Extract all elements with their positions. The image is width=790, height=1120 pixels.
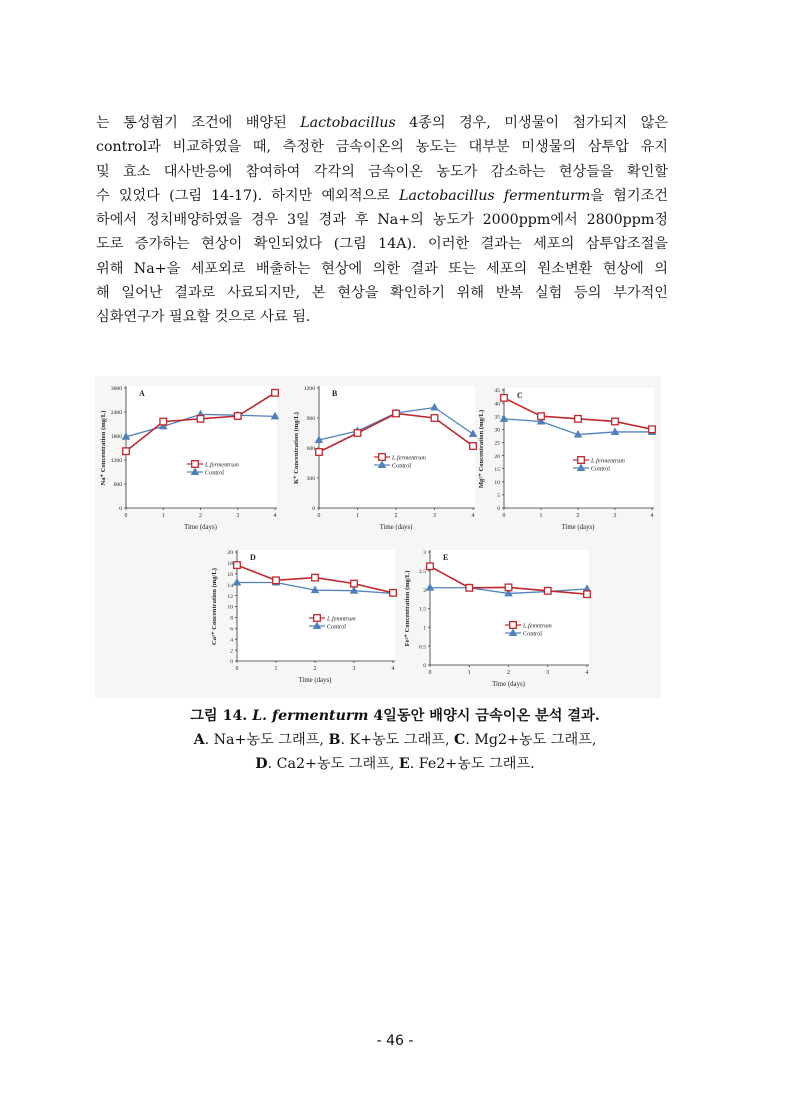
y-tick-label: 15 bbox=[494, 466, 500, 473]
figure-caption-title: 그림 14. L. fermenturm 4일동안 배양시 금속이온 분석 결과. bbox=[190, 708, 600, 724]
x-tick-label: 3 bbox=[433, 513, 436, 519]
data-point bbox=[390, 590, 397, 597]
plot-area bbox=[319, 386, 475, 508]
y-axis-label: Fe²⁺ Concentration (mg/L) bbox=[404, 570, 411, 647]
y-tick-label: 1.5 bbox=[419, 606, 426, 613]
y-tick-label: 2400 bbox=[110, 410, 122, 417]
legend-label: Control bbox=[205, 469, 224, 477]
y-tick-label: 0 bbox=[312, 506, 315, 513]
data-point bbox=[575, 416, 582, 423]
y-tick-label: 0 bbox=[423, 663, 426, 670]
data-point bbox=[312, 574, 319, 581]
legend-label: Control bbox=[392, 462, 411, 470]
x-tick-label: 0 bbox=[428, 670, 432, 676]
y-tick-label: 4 bbox=[230, 637, 233, 644]
x-axis-label: Time (days) bbox=[184, 524, 217, 531]
plot-area bbox=[237, 550, 395, 661]
x-axis-label: Time (days) bbox=[561, 524, 595, 531]
paragraph-line: 하에서 정치배양하였을 경우 3일 경과 후 Na+의 농도가 2000ppm에서 2800ppm정 bbox=[96, 212, 668, 229]
y-tick-label: 30 bbox=[494, 427, 500, 434]
x-tick-label: 3 bbox=[236, 513, 240, 519]
legend-label: L.fermentrum bbox=[591, 457, 625, 465]
y-tick-label: 1200 bbox=[110, 458, 122, 465]
data-point bbox=[123, 448, 130, 455]
legend-label: Control bbox=[591, 465, 610, 473]
y-tick-label: 40 bbox=[494, 401, 500, 408]
data-point bbox=[351, 580, 358, 587]
chart-panel-a bbox=[100, 386, 279, 531]
panel-letter: C bbox=[517, 391, 523, 400]
data-point bbox=[470, 443, 477, 450]
y-tick-label: 2 bbox=[423, 587, 426, 594]
y-tick-label: 900 bbox=[306, 416, 315, 423]
panel-letter: E bbox=[443, 553, 449, 562]
data-point bbox=[612, 418, 619, 425]
y-tick-label: 20 bbox=[494, 453, 500, 460]
legend-label: L.fermentrum bbox=[205, 461, 239, 469]
x-tick-label: 2 bbox=[507, 670, 510, 676]
paragraph-line: 위해 Na+을 세포외로 배출하는 현상에 의한 결과 또는 세포의 원소변환 현상에 의 bbox=[96, 260, 668, 277]
paragraph-line: control과 비교하였을 때, 측정한 금속이온의 농도는 대부분 미생물의 삼투압 유지 bbox=[96, 139, 668, 156]
y-tick-label: 20 bbox=[227, 550, 233, 557]
data-point bbox=[197, 416, 204, 423]
y-tick-label: 14 bbox=[227, 582, 233, 589]
figure-caption-line-2: A. Na+농도 그래프, B. K+농도 그래프, C. Mg2+농도 그래프, bbox=[193, 732, 597, 748]
x-tick-label: 3 bbox=[352, 666, 356, 672]
paragraph-line: 는 통성혐기 조건에 배양된 Lactobacillus 4종의 경우, 미생물이 첨가되지 않은 bbox=[96, 115, 668, 131]
x-tick-label: 4 bbox=[585, 670, 589, 676]
x-tick-label: 0 bbox=[502, 513, 506, 519]
legend-label: Control bbox=[523, 630, 542, 638]
x-tick-label: 0 bbox=[124, 513, 128, 519]
y-tick-label: 45 bbox=[494, 388, 500, 395]
data-point bbox=[649, 426, 656, 433]
data-point bbox=[316, 449, 323, 456]
legend-marker bbox=[510, 622, 517, 629]
y-tick-label: 35 bbox=[494, 414, 500, 421]
paragraph-line: 해 일어난 결과로 사료되지만, 본 현상을 확인하기 위해 반복 실험 등의 부가적인 bbox=[96, 285, 668, 302]
x-tick-label: 3 bbox=[613, 513, 617, 519]
x-tick-label: 1 bbox=[467, 670, 471, 676]
data-point bbox=[272, 390, 279, 397]
x-axis-label: Time (days) bbox=[379, 524, 413, 531]
y-tick-label: 5 bbox=[497, 493, 500, 500]
legend-marker bbox=[192, 461, 199, 468]
figure-caption-line-3: D. Ca2+농도 그래프, E. Fe2+농도 그래프. bbox=[255, 756, 535, 772]
data-point bbox=[160, 418, 167, 425]
x-tick-label: 1 bbox=[539, 513, 543, 519]
y-tick-label: 6 bbox=[230, 626, 233, 633]
data-point bbox=[234, 413, 241, 420]
plot-area bbox=[126, 386, 277, 508]
data-point bbox=[466, 584, 473, 591]
y-tick-label: 2.5 bbox=[419, 569, 426, 576]
y-axis-label: Na⁺ Concentration (mg/L) bbox=[100, 410, 107, 486]
x-tick-label: 2 bbox=[394, 513, 398, 519]
legend-label: Control bbox=[327, 623, 346, 631]
chart-panel-d bbox=[211, 550, 397, 684]
chart-panel-c bbox=[478, 388, 656, 531]
x-tick-label: 4 bbox=[650, 513, 654, 519]
data-point bbox=[427, 563, 434, 570]
legend-marker bbox=[578, 457, 585, 464]
chart-panel-b bbox=[293, 386, 477, 531]
panel-letter: A bbox=[139, 389, 145, 398]
y-tick-label: 1 bbox=[423, 625, 426, 632]
y-axis-label: Mg²⁺ Concentration (mg/L) bbox=[478, 409, 485, 489]
y-axis-label: K⁺ Concentration (mg/L) bbox=[293, 412, 300, 484]
legend-marker bbox=[314, 615, 321, 622]
y-tick-label: 16 bbox=[227, 572, 233, 578]
y-tick-label: 12 bbox=[227, 593, 233, 600]
y-tick-label: 0 bbox=[119, 506, 122, 513]
data-point bbox=[505, 584, 512, 591]
x-tick-label: 4 bbox=[391, 666, 395, 672]
y-tick-label: 600 bbox=[113, 482, 122, 489]
paragraph-line: 및 효소 대사반응에 참여하여 각각의 금속이온 농도가 감소하는 현상들을 확인할 bbox=[96, 163, 668, 180]
x-tick-label: 1 bbox=[356, 513, 359, 519]
legend-marker bbox=[379, 454, 386, 461]
y-tick-label: 1800 bbox=[110, 434, 122, 441]
data-point bbox=[431, 415, 438, 422]
x-tick-label: 0 bbox=[317, 513, 321, 519]
page-number: - 46 - bbox=[376, 1033, 414, 1049]
figure-14 bbox=[95, 376, 661, 698]
x-tick-label: 1 bbox=[274, 666, 278, 672]
y-tick-label: 300 bbox=[306, 476, 315, 483]
y-tick-label: 18 bbox=[227, 561, 233, 568]
data-point bbox=[393, 410, 400, 417]
y-tick-label: 3000 bbox=[110, 386, 122, 393]
data-point bbox=[544, 587, 551, 594]
paragraph-line: 심화연구가 필요할 것으로 사료 됨. bbox=[96, 309, 311, 326]
x-tick-label: 0 bbox=[235, 666, 239, 672]
y-tick-label: 1200 bbox=[303, 386, 315, 393]
y-tick-label: 25 bbox=[494, 440, 500, 447]
legend-label: L.femntrum bbox=[327, 615, 356, 623]
y-tick-label: 10 bbox=[494, 479, 500, 486]
panel-letter: D bbox=[250, 553, 256, 562]
x-tick-label: 2 bbox=[199, 513, 202, 519]
legend-label: L.fermentrum bbox=[392, 454, 426, 462]
y-tick-label: 2 bbox=[230, 648, 233, 655]
paragraph-line: 수 있었다 (그림 14-17). 하지만 예외적으로 Lactobacillus fermenturm을 혐기조건 bbox=[96, 187, 668, 204]
plot-area bbox=[504, 388, 654, 508]
plot-area bbox=[430, 550, 589, 665]
x-tick-label: 1 bbox=[161, 513, 165, 519]
x-tick-label: 4 bbox=[273, 513, 277, 519]
y-tick-label: 8 bbox=[230, 615, 233, 622]
x-axis-label: Time (days) bbox=[298, 677, 332, 684]
legend-label: L.femntrum bbox=[523, 622, 552, 630]
y-axis-label: Ca²⁺ Concentration (mg/L) bbox=[211, 568, 218, 645]
y-tick-label: 600 bbox=[306, 446, 315, 453]
body-paragraph bbox=[96, 111, 668, 330]
x-tick-label: 3 bbox=[546, 670, 550, 676]
data-point bbox=[584, 591, 591, 598]
data-point bbox=[234, 562, 241, 569]
x-tick-label: 2 bbox=[576, 513, 580, 519]
y-tick-label: 0 bbox=[230, 659, 233, 666]
y-tick-label: 10 bbox=[227, 604, 233, 611]
y-tick-label: 3 bbox=[423, 550, 426, 557]
data-point bbox=[501, 395, 508, 402]
data-point bbox=[354, 430, 361, 437]
data-point bbox=[273, 577, 280, 584]
figure-charts bbox=[95, 376, 661, 698]
panel-letter: B bbox=[332, 389, 338, 398]
y-tick-label: 0 bbox=[497, 506, 500, 513]
x-tick-label: 2 bbox=[313, 666, 317, 672]
x-axis-label: Time (days) bbox=[492, 681, 525, 688]
x-tick-label: 4 bbox=[471, 513, 475, 519]
chart-panel-e bbox=[404, 550, 591, 688]
paragraph-line: 도로 증가하는 현상이 확인되었다 (그림 14A). 이러한 결과는 세포의 삼투압조절을 bbox=[96, 236, 668, 253]
data-point bbox=[538, 413, 545, 420]
y-tick-label: 0.5 bbox=[419, 644, 426, 651]
